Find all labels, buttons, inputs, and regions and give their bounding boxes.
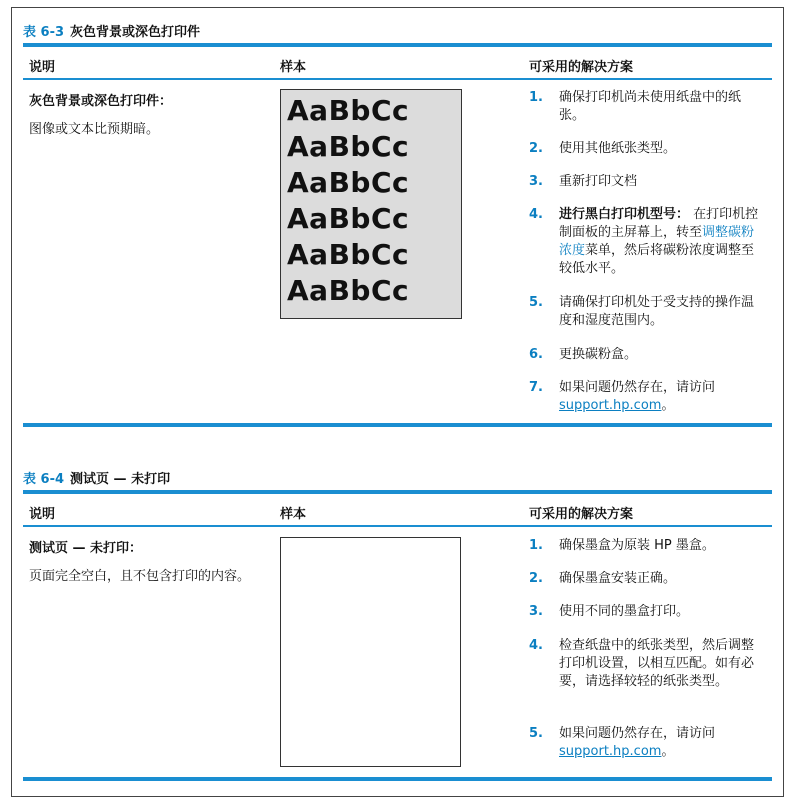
step-text: 重新打印文档 (559, 174, 638, 189)
step-number: 2. (529, 141, 543, 156)
step-text (559, 206, 759, 278)
sample-text-line: AaBbCc (287, 202, 410, 235)
step-number: 3. (529, 174, 543, 189)
table-caption (23, 21, 200, 40)
sample-text-line: AaBbCc (287, 94, 410, 127)
step-text-part: 如果问题仍然存在，请访问 (559, 380, 716, 395)
step-text: 更换碳粉盒。 (559, 347, 638, 362)
step-text-part: 如果问题仍然存在，请访问 (559, 726, 716, 741)
step-text: 检查纸盘中的纸张类型，然后调整打印机设置，以相互匹配。如有必要，请选择较轻的纸张类型。 (559, 638, 755, 689)
step-text: 使用其他纸张类型。 (559, 141, 677, 156)
table-6-4 (23, 448, 772, 788)
header-top-rule (23, 490, 772, 494)
sample-text-line: AaBbCc (287, 166, 410, 199)
col-header-solutions: 可采用的解决方案 (529, 60, 634, 75)
step-text-part: 菜单，然后将碳粉浓度调整至较低水平。 (559, 243, 755, 276)
table-title: 灰色背景或深色打印件 (70, 25, 201, 40)
support-link[interactable]: support.hp.com (559, 398, 662, 413)
table-bottom-rule (23, 423, 772, 427)
step-text (559, 725, 759, 761)
col-header-description: 说明 (29, 60, 56, 75)
step-number: 6. (529, 347, 543, 362)
description-text: 页面完全空白，且不包含打印的内容。 (29, 569, 251, 584)
menu-link-adjust-toner[interactable]: 调整碳粉浓度 (559, 225, 755, 258)
header-bottom-rule (23, 78, 772, 80)
step-number: 1. (529, 538, 543, 553)
step-number: 2. (529, 571, 543, 586)
step-text: 确保墨盒为原装 HP 墨盒。 (559, 538, 715, 553)
step-number: 5. (529, 726, 543, 741)
col-header-description: 说明 (29, 507, 56, 522)
table-number: 表 6-3 (23, 25, 65, 40)
description-text: 图像或文本比预期暗。 (29, 122, 160, 137)
sample-text-line: AaBbCc (287, 130, 410, 163)
step-number: 4. (529, 207, 543, 222)
step-text-part: 在打印机控制面板的主屏幕上，转至 (559, 207, 759, 240)
description-title: 灰色背景或深色打印件： (29, 94, 173, 109)
table-bottom-rule (23, 777, 772, 781)
step-text: 确保打印机尚未使用纸盘中的纸张。 (559, 90, 742, 123)
table-6-3 (23, 0, 772, 440)
table-caption (23, 468, 170, 487)
col-header-sample: 样本 (280, 60, 307, 75)
step-text: 确保墨盒安装正确。 (559, 571, 677, 586)
header-bottom-rule (23, 525, 772, 527)
sample-text-line: AaBbCc (287, 238, 410, 271)
description-title: 测试页 — 未打印： (29, 541, 143, 556)
step-text-part: 。 (661, 398, 675, 413)
sample-image-dark-print (280, 89, 462, 319)
col-header-solutions: 可采用的解决方案 (529, 507, 634, 522)
header-top-rule (23, 43, 772, 47)
col-header-sample: 样本 (280, 507, 307, 522)
step-text-part: 。 (661, 744, 675, 759)
table-title: 测试页 — 未打印 (70, 472, 171, 487)
support-link[interactable]: support.hp.com (559, 744, 662, 759)
step-bold-label: 进行黑白打印机型号： (559, 207, 690, 222)
step-number: 1. (529, 90, 543, 105)
step-text: 使用不同的墨盒打印。 (559, 604, 690, 619)
step-number: 5. (529, 295, 543, 310)
sample-image-blank-page (280, 537, 461, 767)
step-number: 7. (529, 380, 543, 395)
sample-text-line: AaBbCc (287, 274, 410, 307)
step-number: 3. (529, 604, 543, 619)
table-number: 表 6-4 (23, 472, 65, 487)
step-number: 4. (529, 638, 543, 653)
step-text: 请确保打印机处于受支持的操作温度和湿度范围内。 (559, 295, 755, 328)
step-text (559, 379, 759, 415)
